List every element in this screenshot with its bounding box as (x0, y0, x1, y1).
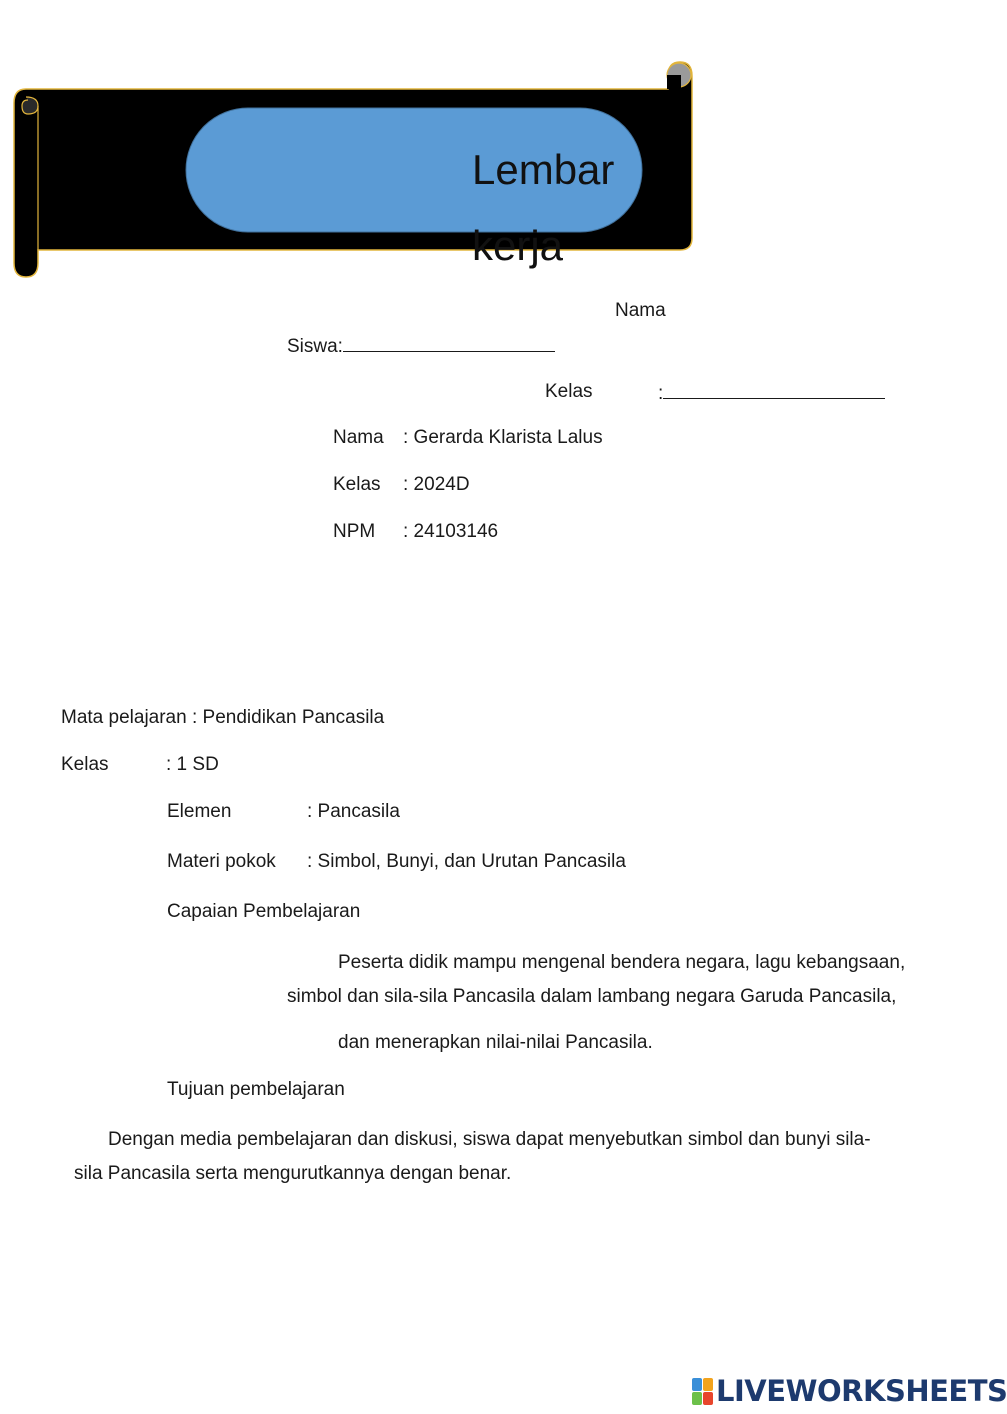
tujuan-heading: Tujuan pembelajaran (167, 1079, 345, 1100)
student-name-blank[interactable] (343, 335, 555, 352)
kelas-colon: : (658, 383, 664, 404)
identity-npm-value: : 24103146 (403, 521, 499, 542)
tujuan-line-1: Dengan media pembelajaran dan diskusi, siswa dapat menyebutkan simbol dan bunyi sila- (108, 1129, 871, 1150)
siswa-field-row (287, 335, 555, 356)
student-class-blank[interactable] (663, 382, 885, 399)
mapel-line: Mata pelajaran : Pendidikan Pancasila (61, 707, 385, 728)
capaian-line-3: dan menerapkan nilai-nilai Pancasila. (338, 1032, 653, 1053)
tujuan-line-2: sila Pancasila serta mengurutkannya dengan benar. (74, 1163, 512, 1184)
capaian-heading: Capaian Pembelajaran (167, 901, 361, 922)
nama-label: Nama (615, 300, 666, 321)
capaian-line-1: Peserta didik mampu mengenal bendera negara, lagu kebangsaan, (338, 952, 906, 973)
materi-label: Materi pokok (167, 851, 276, 872)
liveworksheets-mark-icon (692, 1378, 713, 1405)
identity-kelas-label: Kelas (333, 474, 381, 495)
kelas-form-label: Kelas (545, 381, 593, 402)
lesson-kelas-value: : 1 SD (166, 754, 219, 775)
worksheet-title: Lembar kerja (472, 146, 615, 269)
lesson-kelas-label: Kelas (61, 754, 109, 775)
elemen-value: : Pancasila (307, 801, 400, 822)
identity-nama-label: Nama (333, 427, 384, 448)
identity-npm-label: NPM (333, 521, 376, 542)
siswa-label: Siswa: (287, 336, 343, 357)
kelas-field-row (658, 382, 885, 403)
liveworksheets-logo[interactable] (692, 1376, 1007, 1406)
materi-value: : Simbol, Bunyi, dan Urutan Pancasila (307, 851, 626, 872)
identity-kelas-value: : 2024D (403, 474, 470, 495)
brand-name: LIVEWORKSHEETS (716, 1374, 1007, 1408)
capaian-line-2: simbol dan sila-sila Pancasila dalam lambang negara Garuda Pancasila, (287, 986, 897, 1007)
elemen-label: Elemen (167, 801, 232, 822)
title-box (186, 108, 642, 269)
identity-nama-value: : Gerarda Klarista Lalus (403, 427, 603, 448)
